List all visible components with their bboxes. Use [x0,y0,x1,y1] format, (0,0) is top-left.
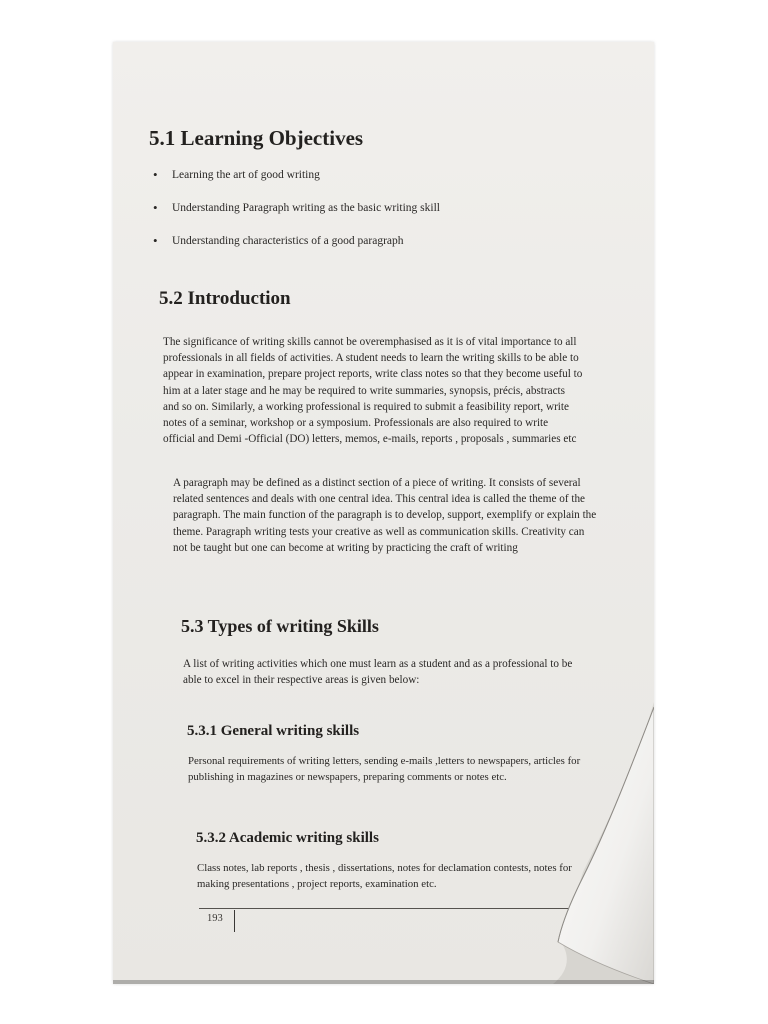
heading-general-writing-skills: 5.3.1 General writing skills [187,723,360,739]
page-curl [113,42,654,984]
introduction-paragraph: The significance of writing skills cannot be overemphasised as it is of vital importance to all professionals in all fields of activities. A student needs to learn the writing skills to be able to appear in examination, prepare project reports, write class notes so that they become useful to him at a later stage and he may be required to write summaries, synopsis, précis, abstracts and so on. Similarly, a working professional is required to submit a feasibility report, write notes of a seminar, workshop or a symposium. Professionals are also required to write official and Demi -Official (DO) letters, memos, e-mails, reports , proposals , summaries etc [163,336,583,446]
heading-types-of-writing-skills: 5.3 Types of writing Skills [181,616,379,636]
heading-academic-writing-skills: 5.3.2 Academic writing skills [196,830,379,846]
objective-item: • Understanding Paragraph writing as the basic writing skill [153,201,573,234]
heading-learning-objectives: 5.1 Learning Objectives [149,126,364,150]
types-paragraph: A list of writing activities which one must learn as a student and as a professional to be able to excel in their respective areas is given below: [183,658,573,687]
paragraph-definition: A paragraph may be defined as a distinct section of a piece of writing. It consists of several related sentences and deals with one central idea. This central idea is called the theme of the paragraph. The main function of the paragraph is to develop, support, exemplify or explain the theme. Paragraph writing tests your creative as well as communication skills. Creativity can not be taught but one can become at writing by practicing the craft of writing [173,477,597,554]
academic-writing-text: Class notes, lab reports , thesis , dissertations, notes for declamation contests, notes for making presentations , project reports, examination etc. [197,862,572,890]
page-edge-shadow [113,980,654,984]
objective-item: • Understanding characteristics of a good paragraph [153,234,573,267]
book-page [113,42,654,984]
general-writing-text: Personal requirements of writing letters, sending e-mails ,letters to newspapers, articles for publishing in magazines or newspapers, preparing comments or notes etc. [188,755,581,783]
page-number: 193 [207,913,223,924]
objective-item: • Learning the art of good writing [153,168,573,201]
heading-introduction: 5.2 Introduction [159,288,291,309]
